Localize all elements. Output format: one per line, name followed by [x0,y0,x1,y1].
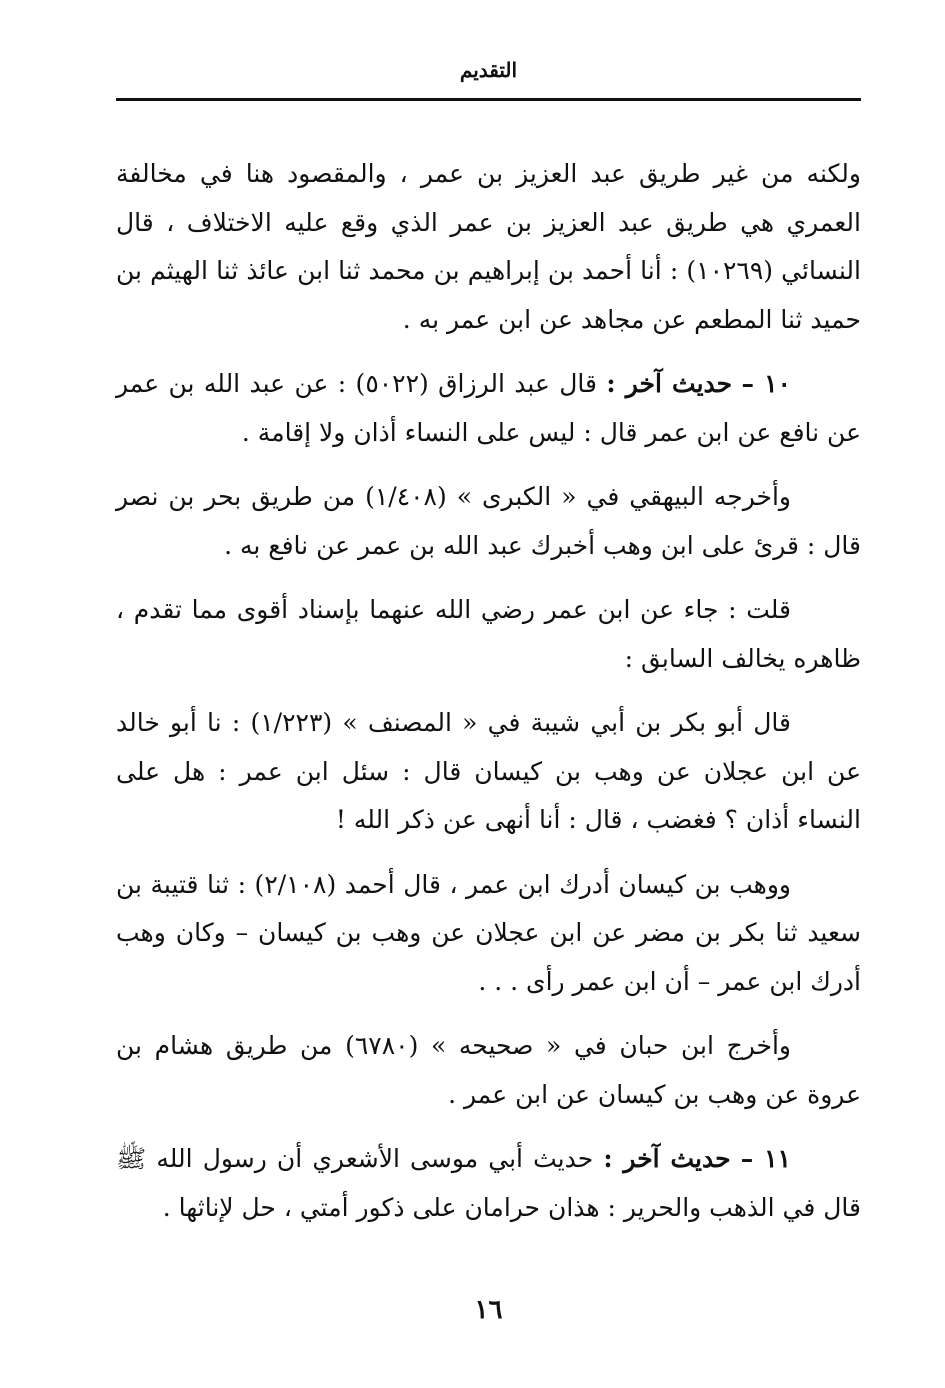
running-head-title: التقديم [459,58,518,82]
paragraph-5 [116,699,861,845]
hadith-number-11: ١١ – [740,1144,791,1173]
hadith-11-heading: حديث آخر : [603,1144,731,1173]
paragraph-8 [116,1135,861,1232]
paragraph-4 [116,586,861,683]
header-rule [116,98,861,101]
paragraph-3 [116,473,861,570]
hadith-number-10: ١٠ – [741,369,791,398]
paragraph-1 [116,150,861,344]
paragraph-7-text: وأخرج ابن حبان في « صحيحه » (٦٧٨٠) من طريق هشام بن عروة عن وهب بن كيسان عن ابن عمر . [116,1031,861,1109]
paragraph-7 [116,1022,861,1119]
paragraph-3-text: وأخرجه البيهقي في « الكبرى » (١/٤٠٨) من طريق بحر بن نصر قال : قرئ على ابن وهب أخبرك عبد الله بن عمر عن نافع به . [116,482,861,560]
paragraph-5-text: قال أبو بكر بن أبي شيبة في « المصنف » (١/٢٢٣) : نا أبو خالد عن ابن عجلان عن وهب بن كيسان قال : سئل ابن عمر : هل على النساء أذان ؟ فغضب ، قال : أنا أنهى عن ذكر الله ! [116,708,861,834]
paragraph-1-text: ولكنه من غير طريق عبد العزيز بن عمر ، والمقصود هنا في مخالفة العمري هي طريق عبد العزيز بن عمر الذي وقع عليه الاختلاف ، قال النسائي (١٠٢٦٩) : أنا أحمد بن إبراهيم بن محمد ثنا ابن عائذ ثنا الهيثم بن حميد ثنا المطعم عن مجاهد عن ابن عمر به . [116,159,861,334]
paragraph-4-text: قلت : جاء عن ابن عمر رضي الله عنهما بإسناد أقوى مما تقدم ، ظاهره يخالف السابق : [116,595,861,673]
paragraph-6-text: ووهب بن كيسان أدرك ابن عمر ، قال أحمد (٢/١٠٨) : ثنا قتيبة بن سعيد ثنا بكر بن مضر عن ابن عجلان عن وهب بن كيسان – وكان وهب أدرك ابن عمر – أن ابن عمر رأى . . . [116,869,861,996]
page-number: ١٦ [474,1295,503,1325]
paragraph-2 [116,360,861,457]
main-text [116,150,861,1248]
hadith-10-heading: حديث آخر : [606,369,733,398]
paragraph-8-text: حديث أبي موسى الأشعري أن رسول الله ﷺ قال في الذهب والحرير : هذان حرامان على ذكور أمتي ، حل لإناثها . [116,1144,861,1222]
paragraph-6 [116,861,861,1007]
paragraph-2-text: قال عبد الرزاق (٥٠٢٢) : عن عبد الله بن عمر عن نافع عن ابن عمر قال : ليس على النساء أذان ولا إقامة . [116,369,861,447]
